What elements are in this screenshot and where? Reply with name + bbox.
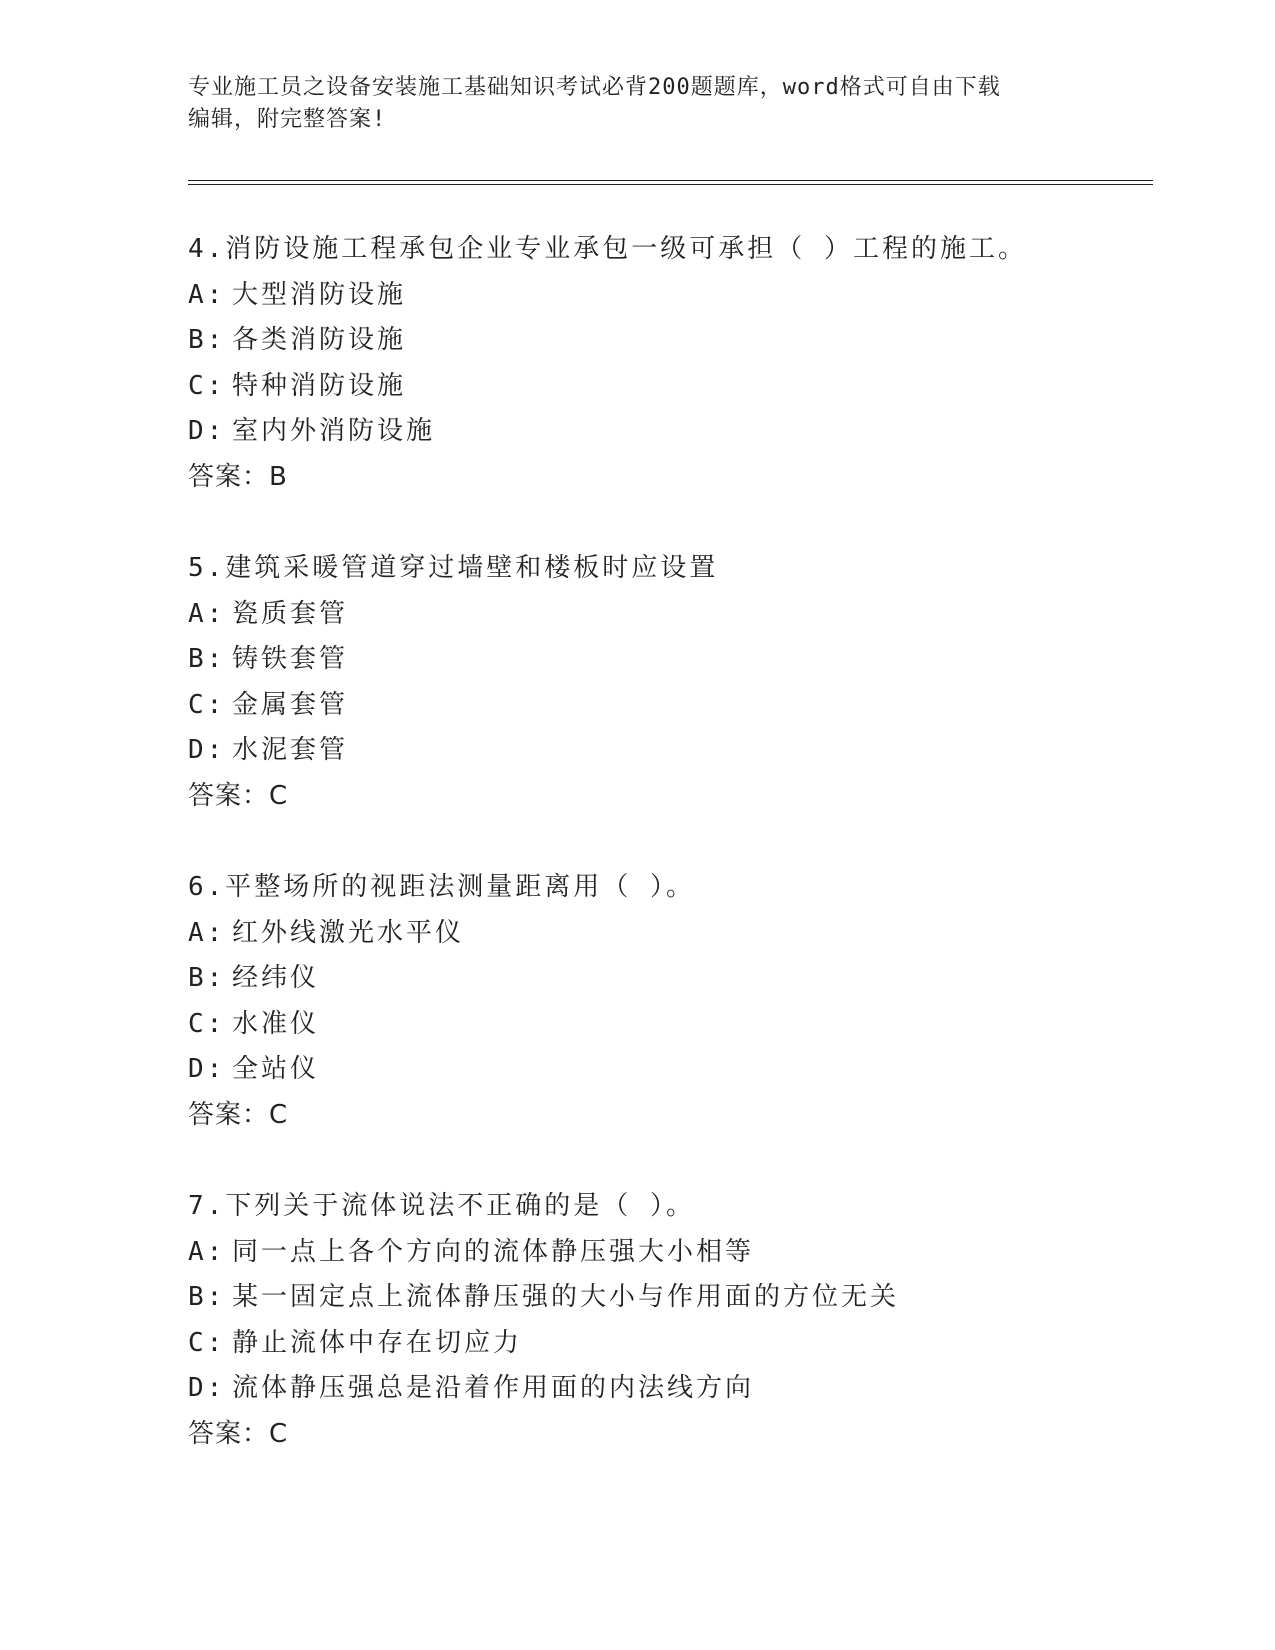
option-d [188,728,1148,774]
option-b [188,1275,1148,1321]
question-stem: 4.消防设施工程承包企业专业承包一级可承担（ ）工程的施工。 [188,234,1027,264]
option-label: B: [188,644,226,674]
option-text: 经纬仪 [232,963,320,993]
option-text: 瓷质套管 [232,598,349,629]
option-label: A: [188,1236,226,1267]
option-c [188,1002,1148,1048]
option-label: D: [188,1373,226,1403]
header-divider-bottom [188,184,1153,185]
option-a [188,1230,1148,1276]
option-label: C: [188,689,226,720]
header-divider-top [188,180,1153,181]
option-c [188,364,1148,410]
option-label: C: [188,1327,226,1358]
question-stem: 5.建筑采暖管道穿过墙壁和楼板时应设置 [188,553,719,583]
option-label: D: [188,1054,226,1084]
option-label: D: [188,735,226,765]
header-line-1: 专业施工员之设备安装施工基础知识考试必背200题题库，word格式可自由下载 [188,75,1001,100]
option-text: 铸铁套管 [232,644,349,674]
option-text: 各类消防设施 [232,325,407,355]
question-4 [188,227,1148,500]
option-c [188,683,1148,729]
option-text: 大型消防设施 [232,279,407,310]
option-label: A: [188,917,226,948]
question-7 [188,1184,1148,1457]
option-label: A: [188,279,226,310]
option-b [188,318,1148,364]
option-label: C: [188,1008,226,1039]
option-text: 红外线激光水平仪 [232,917,465,948]
option-b [188,956,1148,1002]
option-text: 金属套管 [232,689,349,720]
option-label: B: [188,325,226,355]
option-d [188,409,1148,455]
option-a [188,273,1148,319]
option-text: 流体静压强总是沿着作用面的内法线方向 [232,1373,755,1403]
option-d [188,1047,1148,1093]
option-a [188,911,1148,957]
option-label: C: [188,370,226,401]
option-text: 特种消防设施 [232,370,407,401]
option-c [188,1321,1148,1367]
question-5 [188,546,1148,819]
option-label: A: [188,598,226,629]
option-label: B: [188,1282,226,1312]
header-line-2: 编辑，附完整答案! [188,107,387,132]
option-label: B: [188,963,226,993]
option-text: 全站仪 [232,1054,320,1084]
answer: 答案：C [188,1418,289,1449]
option-text: 某一固定点上流体静压强的大小与作用面的方位无关 [232,1282,900,1312]
question-6 [188,865,1148,1138]
option-a [188,592,1148,638]
option-text: 静止流体中存在切应力 [232,1327,523,1358]
option-text: 水准仪 [232,1008,320,1039]
option-label: D: [188,416,226,446]
answer: 答案：C [188,1099,289,1130]
option-b [188,637,1148,683]
option-d [188,1366,1148,1412]
document-header [188,72,1088,136]
question-stem: 6.平整场所的视距法测量距离用（ ）。 [188,872,695,902]
answer: 答案：C [188,780,289,811]
answer: 答案：B [188,461,288,492]
option-text: 室内外消防设施 [232,416,436,446]
question-stem: 7.下列关于流体说法不正确的是（ ）。 [188,1191,695,1221]
option-text: 同一点上各个方向的流体静压强大小相等 [232,1236,755,1267]
option-text: 水泥套管 [232,735,349,765]
